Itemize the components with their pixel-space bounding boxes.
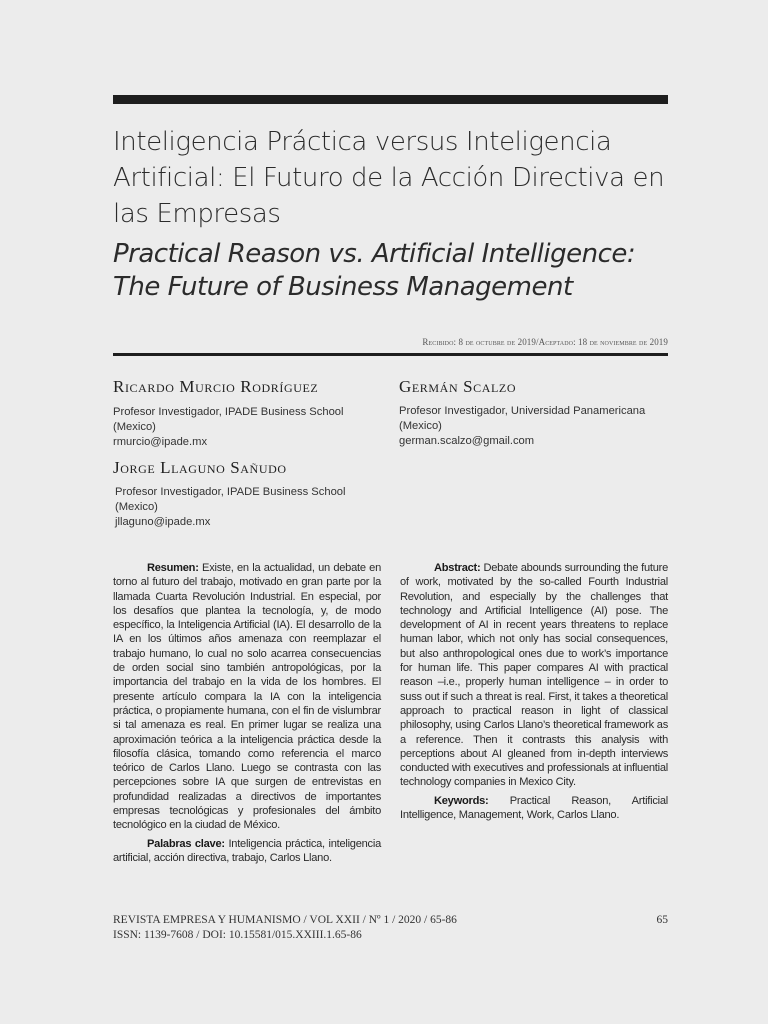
author-name-2: Germán Scalzo xyxy=(399,377,517,396)
keywords-english-label: Keywords: xyxy=(434,794,489,807)
abstract-spanish-column xyxy=(113,561,381,865)
abstract-english xyxy=(400,561,668,790)
abstract-spanish-label: Resumen: xyxy=(147,562,199,574)
abstract-english-label: Abstract: xyxy=(434,562,481,574)
author-affiliation-2: Profesor Investigador, Universidad Panamericana (Mexico) xyxy=(399,405,646,432)
keywords-spanish-label: Palabras clave: xyxy=(147,837,225,850)
author-email-1: rmurcio@ipade.mx xyxy=(113,436,208,448)
author-name-1: Ricardo Murcio Rodríguez xyxy=(113,377,319,396)
page-number: 65 xyxy=(656,914,668,926)
author-email-2: german.scalzo@gmail.com xyxy=(399,435,535,447)
top-rule xyxy=(113,95,668,104)
author-affiliation-block-1 xyxy=(113,405,383,450)
keywords-spanish-text: Inteligencia práctica, inteligencia artificial, acción directiva, trabajo, Carlos Llano. xyxy=(113,837,381,864)
received-accepted-dates: Recibido: 8 de octubre de 2019/Aceptado: 18 de noviembre de 2019 xyxy=(422,337,668,347)
title-english: Practical Reason vs. Artificial Intelligence: The Future of Business Management xyxy=(113,239,636,302)
abstract-spanish xyxy=(113,561,381,833)
abstract-english-text: Debate abounds surrounding the future of work, motivated by the so-called Fourth Industrial Revolution, and especially by the challenges that technology and Artificial Intelligence (AI) pose. The development of AI in recent years threatens to replace human labor, which not only has social consequences, but also anthropological ones due to work’s importance for human life. This paper compares AI with practical reason –i.e., properly human intelligence – in order to suss out if such a threat is real. First, it takes a theoretical approach to practical reason in light of classical philosophy, using Carlos Llano’s theoretical framework as a reference. Then it contrasts this analysis with perceptions about AI gleaned from in-depth interviews conducted with executives and professionals at influential technology companies in Mexico City. xyxy=(400,562,668,789)
title-spanish: Inteligencia Práctica versus Inteligencia Artificial: El Futuro de la Acción Directiva en las Empresas xyxy=(113,127,665,229)
abstract-english-column xyxy=(400,561,668,822)
author-email-3: jllaguno@ipade.mx xyxy=(115,516,211,528)
page-footer xyxy=(113,913,668,943)
abstract-spanish-text: Existe, en la actualidad, un debate en torno al futuro del trabajo, motivado en gran parte por la llamada Cuarta Revolución Industrial. En especial, por los desafíos que plantea la tecnología, y, de modo específico, la Inteligencia Artificial (IA). El desarrollo de la IA en los últimos años amenaza con reemplazar el trabajo humano, lo cual no solo acarrea consecuencias de orden social sino también antropológicas, por la importancia del trabajo en la vida de los hombres. El presente artículo compara la IA con la inteligencia práctica, o propiamente humana, con el fin de vislumbrar si tal amenaza es real. En primer lugar se realiza una aproximación teórica a la inteligencia práctica desde la filosofía clásica, tomando como referencia el marco teórico de Carlos Llano. Luego se contrasta con las percepciones sobre IA que surgen de entrevistas en profundidad realizadas a directivos de importantes empresas tecnológicas y profesionales del ámbito tecnológico en la ciudad de México. xyxy=(113,562,381,832)
author-affiliation-3: Profesor Investigador, IPADE Business School (Mexico) xyxy=(115,486,346,513)
keywords-english-text: Practical Reason, Artificial Intelligence, Management, Work, Carlos Llano. xyxy=(400,794,668,822)
header-rule xyxy=(113,353,668,356)
journal-citation: REVISTA EMPRESA Y HUMANISMO / VOL XXII / Nº 1 / 2020 / 65-86 xyxy=(113,914,457,926)
author-affiliation-block-2 xyxy=(399,404,654,449)
author-affiliation-1: Profesor Investigador, IPADE Business School (Mexico) xyxy=(113,406,344,433)
keywords-spanish xyxy=(113,837,381,866)
issn-doi: ISSN: 1139-7608 / DOI: 10.15581/015.XXIII.1.65-86 xyxy=(113,929,362,941)
keywords-english xyxy=(400,794,668,823)
author-name-3: Jorge Llaguno Sañudo xyxy=(113,458,287,477)
author-affiliation-block-3 xyxy=(115,485,385,530)
